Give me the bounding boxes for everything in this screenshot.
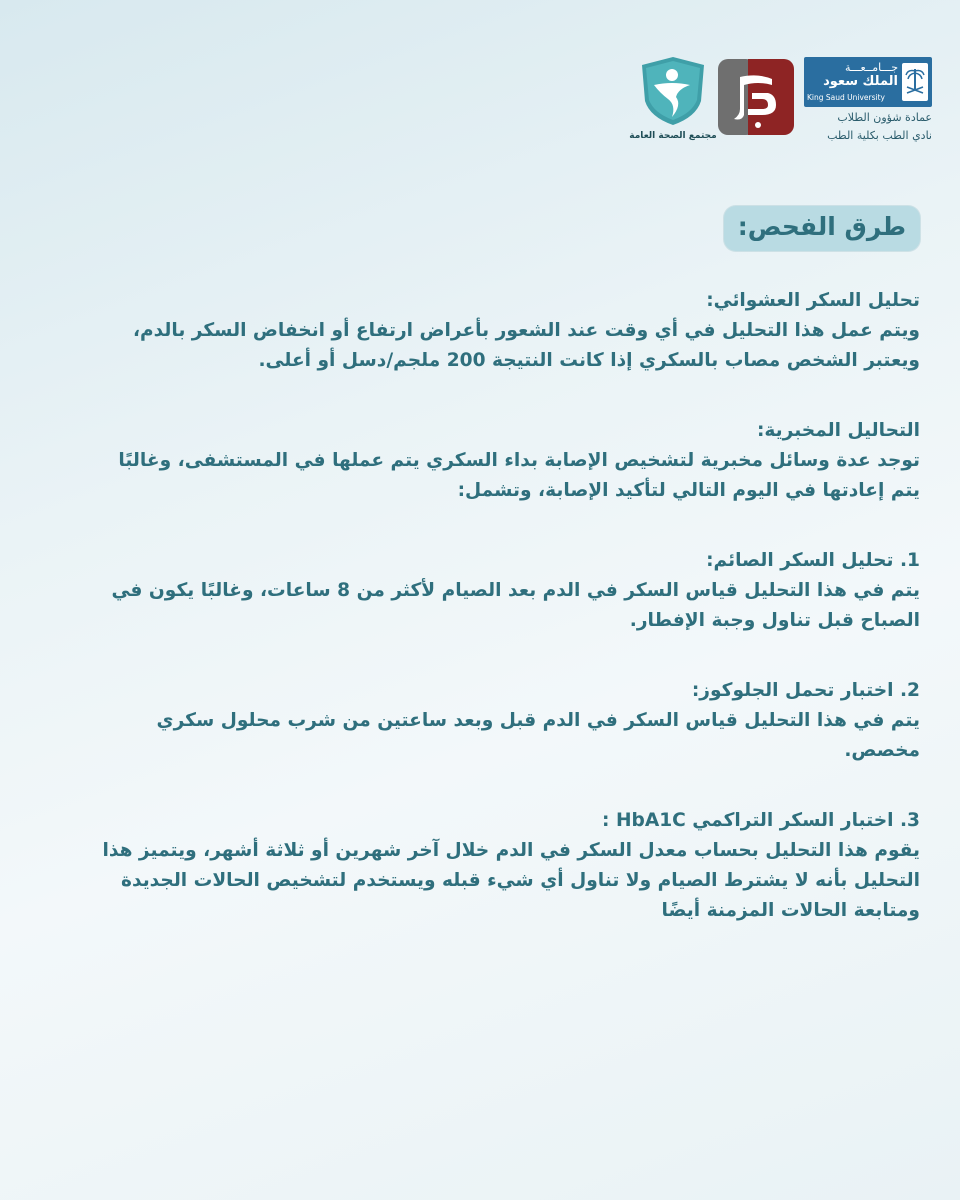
section-line: التحليل بأنه لا يشترط الصيام ولا تناول أي شيء قبله ويستخدم لتشخيص الحالات الجديدة [120, 870, 920, 891]
ksu-dean-line: عمادة شؤون الطلاب [837, 111, 932, 124]
ksu-arabic-top: جـــامــعـــة [844, 61, 898, 74]
tib-emblem-icon [718, 59, 794, 135]
section-line: توجد عدة وسائل مخبرية لتشخيص الإصابة بداء السكري يتم عملها في المستشفى، وغالبًا [118, 450, 920, 471]
section-lab-tests [40, 416, 920, 506]
section-heading: التحاليل المخبرية: [756, 420, 920, 441]
section-hba1c [40, 806, 920, 926]
section-heading: 3. اختبار السكر التراكمي HbA1C : [602, 810, 920, 831]
header-logos [0, 55, 960, 165]
medicine-club-logo [718, 59, 794, 135]
section-line: يقوم هذا التحليل بحساب معدل السكر في الدم خلال آخر شهرين أو ثلاثة أشهر، ويتميز هذا [102, 840, 920, 861]
phc-caption: مجتمع الصحة العامة [629, 131, 717, 141]
shield-person-icon [638, 55, 708, 127]
section-heading: تحليل السكر العشوائي: [706, 290, 920, 311]
public-health-community-logo [618, 55, 728, 141]
section-heading: 2. اختبار تحمل الجلوكوز: [691, 680, 920, 701]
main-content [40, 286, 920, 966]
section-line: الصباح قبل تناول وجبة الإفطار. [629, 610, 920, 631]
ksu-arabic-main: الملك سعود [823, 74, 898, 89]
ksu-club-line: نادي الطب بكلية الطب [827, 129, 932, 142]
title-badge [724, 206, 920, 251]
section-line: يتم في هذا التحليل قياس السكر في الدم بعد الصيام لأكثر من 8 ساعات، وغالبًا يكون في [111, 580, 920, 601]
section-heading: 1. تحليل السكر الصائم: [706, 550, 920, 571]
section-line: مخصص. [844, 740, 920, 761]
ksu-english-name: King Saud University [807, 93, 885, 102]
page-title: طرق الفحص: [724, 206, 920, 251]
section-line: يتم في هذا التحليل قياس السكر في الدم قبل وبعد ساعتين من شرب محلول سكري [156, 710, 920, 731]
section-fasting-sugar [40, 546, 920, 636]
section-random-sugar [40, 286, 920, 376]
ksu-banner [804, 57, 932, 107]
section-line: يتم إعادتها في اليوم التالي لتأكيد الإصابة، وتشمل: [457, 480, 920, 501]
section-glucose-tolerance [40, 676, 920, 766]
section-line: ويعتبر الشخص مصاب بالسكري إذا كانت النتيجة 200 ملجم/دسل أو أعلى. [258, 350, 920, 371]
section-line: ويتم عمل هذا التحليل في أي وقت عند الشعور بأعراض ارتفاع أو انخفاض السكر بالدم، [132, 320, 920, 341]
palm-emblem-icon [902, 63, 928, 101]
king-saud-university-logo [804, 57, 934, 143]
section-line: ومتابعة الحالات المزمنة أيضًا [661, 900, 920, 921]
